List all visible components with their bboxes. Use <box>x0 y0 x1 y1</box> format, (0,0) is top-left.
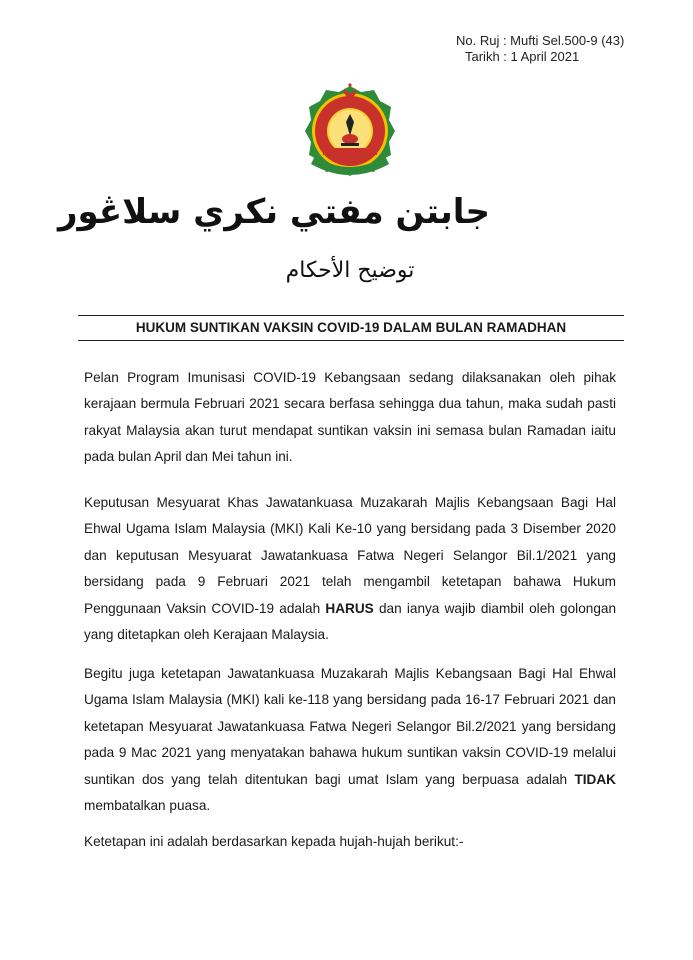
arabic-calligraphy-header: جابتن مفتي نكري سلاڠور <box>57 192 490 232</box>
reference-number: No. Ruj : Mufti Sel.500-9 (43) <box>456 33 625 48</box>
paragraph-1: Pelan Program Imunisasi COVID-19 Kebangsaan sedang dilaksanakan oleh pihak kerajaan bermula Februari 2021 secara berfasa sehingga dua tahun, maka sudah pasti rakyat Malaysia akan turut mendapat suntikan vaksin ini semasa bulan Ramadan iaitu pada bulan April dan Mei tahun ini. <box>84 370 616 465</box>
ruling-harus: HARUS <box>325 600 374 616</box>
ruling-tidak: TIDAK <box>574 771 616 787</box>
paragraph-3 <box>84 661 616 819</box>
reference-block <box>456 33 624 65</box>
title-divider-top <box>78 315 624 316</box>
arabic-subtitle: توضيح الأحكام <box>285 258 415 283</box>
paragraph-3-text-a: Begitu juga ketetapan Jawatankuasa Muzakarah Majlis Kebangsaan Bagi Hal Ehwal Ugama Islam Malaysia (MKI) kali ke-118 yang bersidang pada 16-17 Februari 2021 dan ketetapan Mesyuarat Jawatankuasa Fatwa Negeri Selangor Bil.2/2021 yang bersidang pada 9 Mac 2021 yang menyatakan bahawa hukum suntikan vaksin COVID-19 melalui suntikan dos yang telah ditentukan bagi umat Islam yang berpuasa adalah <box>84 666 616 787</box>
paragraph-2-text-b: dan ianya wajib diambil oleh golongan yang ditetapkan oleh Kerajaan Malaysia. <box>84 600 616 643</box>
paragraph-2 <box>84 490 616 648</box>
state-mufti-seal-icon <box>301 82 399 182</box>
document-title: HUKUM SUNTIKAN VAKSIN COVID-19 DALAM BULAN RAMADHAN <box>135 320 567 335</box>
reference-date: Tarikh : 1 April 2021 <box>465 49 580 64</box>
paragraph-3-text-b: membatalkan puasa. <box>84 798 211 814</box>
paragraph-2-text-a: Keputusan Mesyuarat Khas Jawatankuasa Muzakarah Majlis Kebangsaan Bagi Hal Ehwal Ugama Islam Malaysia (MKI) Kali Ke-10 yang bersidang pada 3 Disember 2020 dan keputusan Mesyuarat Jawatankuasa Fatwa Negeri Selangor Bil.1/2021 yang bersidang pada 9 Februari 2021 telah mengambil ketetapan bahawa Hukum Penggunaan Vaksin COVID-19 adalah <box>84 495 616 616</box>
paragraph-4: Ketetapan ini adalah berdasarkan kepada hujah-hujah berikut:- <box>84 834 464 849</box>
title-divider-bottom <box>78 340 624 341</box>
